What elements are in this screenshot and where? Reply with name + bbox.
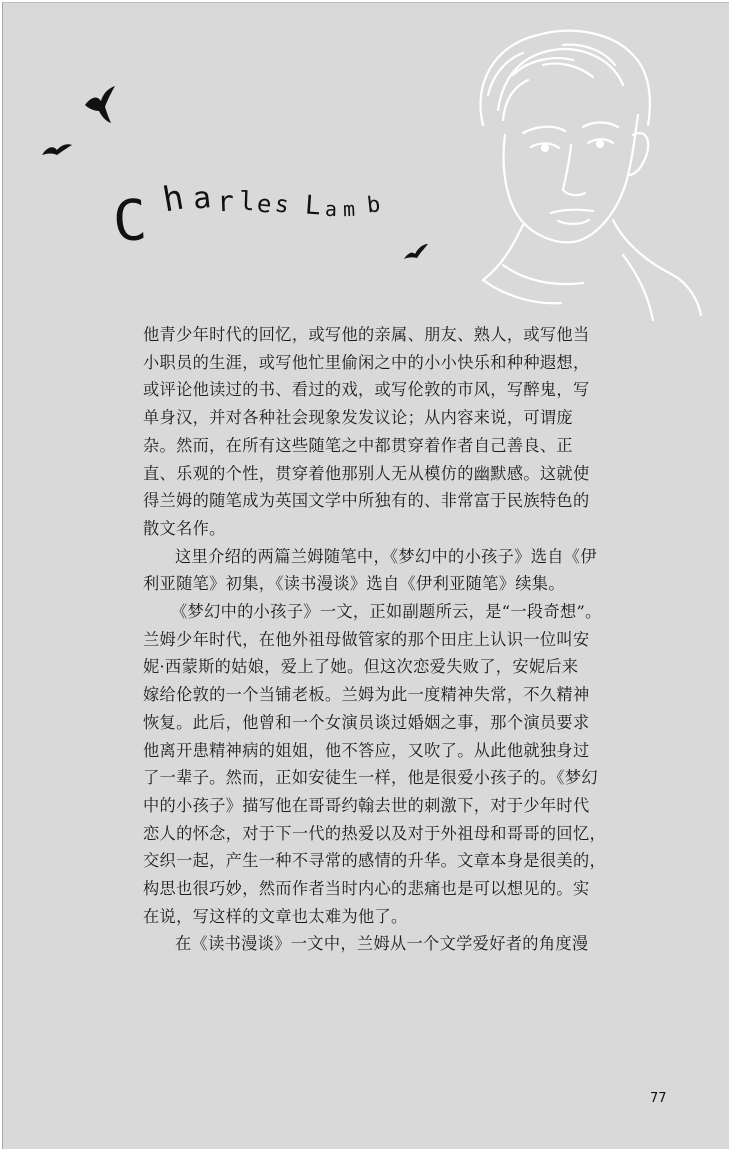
- text-line: 恢复。此后，他曾和一个女演员谈过婚姻之事，那个演员要求: [143, 712, 590, 732]
- text-line: 他青少年时代的回忆，或写他的亲属、朋友、熟人，或写他当: [143, 325, 590, 344]
- text-line: 嫁给伦敦的一个当铺老板。兰姆为此一度精神失常，不久精神: [143, 685, 590, 705]
- text-line: 中的小孩子》描写他在哥哥约翰去世的刺激下，对于少年时代: [143, 795, 590, 815]
- charles-lamb-portrait-illustration: [443, 15, 703, 335]
- chapter-title: [107, 179, 417, 259]
- book-page: [2, 2, 729, 1149]
- text-line: 得兰姆的随笔成为英国文学中所独有的、非常富于民族特色的: [143, 491, 590, 511]
- title-letter: r: [216, 184, 235, 219]
- title-letter: b: [365, 192, 382, 219]
- title-letter: C: [110, 187, 149, 256]
- text-line: 或评论他读过的书、看过的戏，或写伦敦的市风，写醉鬼，写: [143, 380, 590, 400]
- text-line: 杂。然而，在所有这些随笔之中都贯穿着作者自己善良、正: [143, 435, 573, 455]
- text-line: 散文名作。: [143, 518, 226, 538]
- text-line: 小职员的生涯，或写他忙里偷闲之中的小小快乐和种种遐想，: [143, 352, 590, 372]
- text-line: 妮·西蒙斯的姑娘，爱上了她。但这次恋爱失败了，安妮后来: [143, 657, 579, 677]
- title-letter: h: [159, 177, 187, 221]
- title-letter: a: [191, 180, 213, 217]
- text-line: 在《读书漫谈》一文中，兰姆从一个文学爱好者的角度漫: [175, 934, 589, 954]
- text-line: 利亚随笔》初集，《读书漫谈》选自《伊利亚随笔》续集。: [143, 574, 565, 594]
- title-letter: s: [273, 191, 291, 219]
- text-line: 交织一起，产生一种不寻常的感情的升华。文章本身是很美的，: [143, 851, 607, 871]
- text-line: 兰姆少年时代，在他外祖母做管家的那个田庄上认识一位叫安: [143, 629, 590, 649]
- text-line: 这里介绍的两篇兰姆随笔中，《梦幻中的小孩子》选自《伊: [175, 546, 597, 566]
- title-letter: e: [255, 189, 273, 219]
- title-letter: a: [324, 196, 338, 222]
- text-line: 他离开患精神病的姐姐，他不答应，又吹了。从此他就独身过: [143, 740, 590, 760]
- body-text: [143, 321, 636, 958]
- text-line: 了一辈子。然而，正如安徒生一样，他是很爱小孩子的。《梦幻: [143, 768, 598, 788]
- text-line: 恋人的怀念，对于下一代的热爱以及对于外祖母和哥哥的回忆，: [143, 823, 607, 843]
- text-line: 《梦幻中的小孩子》一文，正如副题所云，是“一段奇想”。: [171, 602, 602, 622]
- text-line: 单身汉，并对各种社会现象发发议论；从内容来说，可谓庞: [143, 408, 573, 428]
- text-line: 在说，写这样的文章也太难为他了。: [143, 906, 408, 926]
- title-letter: l: [238, 186, 256, 218]
- title-letter: L: [303, 190, 322, 222]
- bird-silhouette-icon: [41, 141, 73, 159]
- bird-silhouette-icon: [83, 85, 117, 125]
- text-line: 直、乐观的个性，贯穿着他那别人无从模仿的幽默感。这就使: [143, 463, 590, 483]
- page-number: 77: [650, 1091, 667, 1106]
- title-letter: m: [342, 196, 356, 222]
- text-line: 构思也很巧妙，然而作者当时内心的悲痛也是可以想见的。实: [143, 879, 590, 899]
